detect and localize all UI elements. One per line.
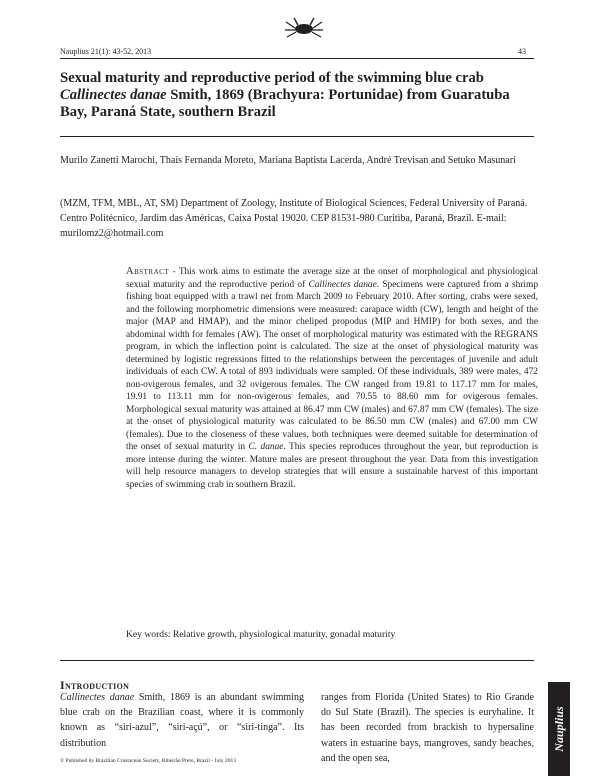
- journal-side-tab: [548, 682, 570, 776]
- journal-crab-logo: [282, 16, 326, 40]
- page-number: 43: [518, 47, 526, 56]
- article-title: Sexual maturity and reproductive period of the swimming blue crab Callinectes danae Smith, 1869 (Brachyura: Portunidae) from Guaratuba Bay, Paraná State, southern Brazil: [60, 70, 510, 120]
- abstract: Abstract - This work aims to estimate the average size at the onset of morphological and physiological sexual maturity and the reproductive period of Callinectes danae. Specimens were captured from a shrimp fishing boat equipped with a trawl net from March 2009 to February 2010. After sorting, crabs were sexed, and the following morphometric dimensions were measured: carapace width (CW), length and height of the major (MAP and HMAP), and the minor cheliped propodus (MIP and HMIP) for both sexes, and the abdominal width for females (AW). The onset of morphological maturity was estimated with the REGRANS program, in which the inflection point is calculated. The size at the onset of physiological maturity was determined by logistic regressions fitted to the relationships between the percentages of juvenile and adult individuals of each CW. A total of 893 individuals were sampled. Of these individuals, 389 were males, 472 non-ovigerous females, and 32 ovigerous females. The CW ranged from 19.81 to 117.17 mm for males, 19.91 to 113.11 mm for non-ovigerous females, and 70.55 to 88.60 mm for ovigerous females. Morphological sexual maturity was attained at 86.47 mm CW (males) and 67.87 mm CW (females). The size at the onset of physiological maturity was calculated to be 86.50 mm CW (males) and 67.00 mm CW (females). Due to the closeness of these values, both techniques were deemed suitable for determination of the onset of sexual maturity in C. danae. This species reproduces throughout the year, but reproduction is more intense during the winter. Mature males are present throughout the year. Data from this investigation will help resource managers to develop strategies that will ensure a sustainable harvest of this important species of swimming crab in southern Brazil.: [126, 266, 539, 490]
- introduction-column-2: ranges from Florida (United States) to Rio Grande do Sul State (Brazil). The species is euryhaline. It has been recorded from brackish to hypersaline waters in estuarine bays, mangroves, sandy beaches, and the open sea,: [321, 692, 534, 764]
- section-rule: [60, 660, 534, 661]
- introduction-heading: Introduction: [60, 678, 130, 692]
- keywords: Key words: Relative growth, physiological maturity, gonadal maturity: [126, 629, 396, 640]
- title-rule: [60, 136, 534, 137]
- abstract-label: Abstract: [126, 266, 170, 277]
- title-species: Callinectes danae: [60, 87, 167, 103]
- author-affiliation: (MZM, TFM, MBL, AT, SM) Department of Zoology, Institute of Biological Sciences, Federal University of Paraná. Centro Politécnico, Jardim das Américas, Caixa Postal 19020. CEP 81531-980 Curitiba, Paraná, Brazil. E-mail: murilomz2@hotmail.com: [60, 198, 528, 239]
- author-list: Murilo Zanetti Marochi, Thaís Fernanda Moreto, Mariana Baptista Lacerda, André Trevisan and Setuko Masunari: [60, 155, 516, 166]
- introduction-column-1: Callinectes danae Smith, 1869 is an abundant swimming blue crab on the Brazilian coast, where it is commonly known as “siri-azul”, “siri-açú”, or “siri-tinga”. Its distribution: [60, 692, 304, 749]
- journal-reference: Nauplius 21(1): 43-52, 2013: [60, 47, 152, 56]
- copyright-footer: © Published by Brazilian Crustacean Society, Ribeirão Preto, Brazil - July 2013: [60, 758, 236, 764]
- side-tab-label: Nauplius: [552, 706, 566, 752]
- header-rule: [60, 58, 534, 59]
